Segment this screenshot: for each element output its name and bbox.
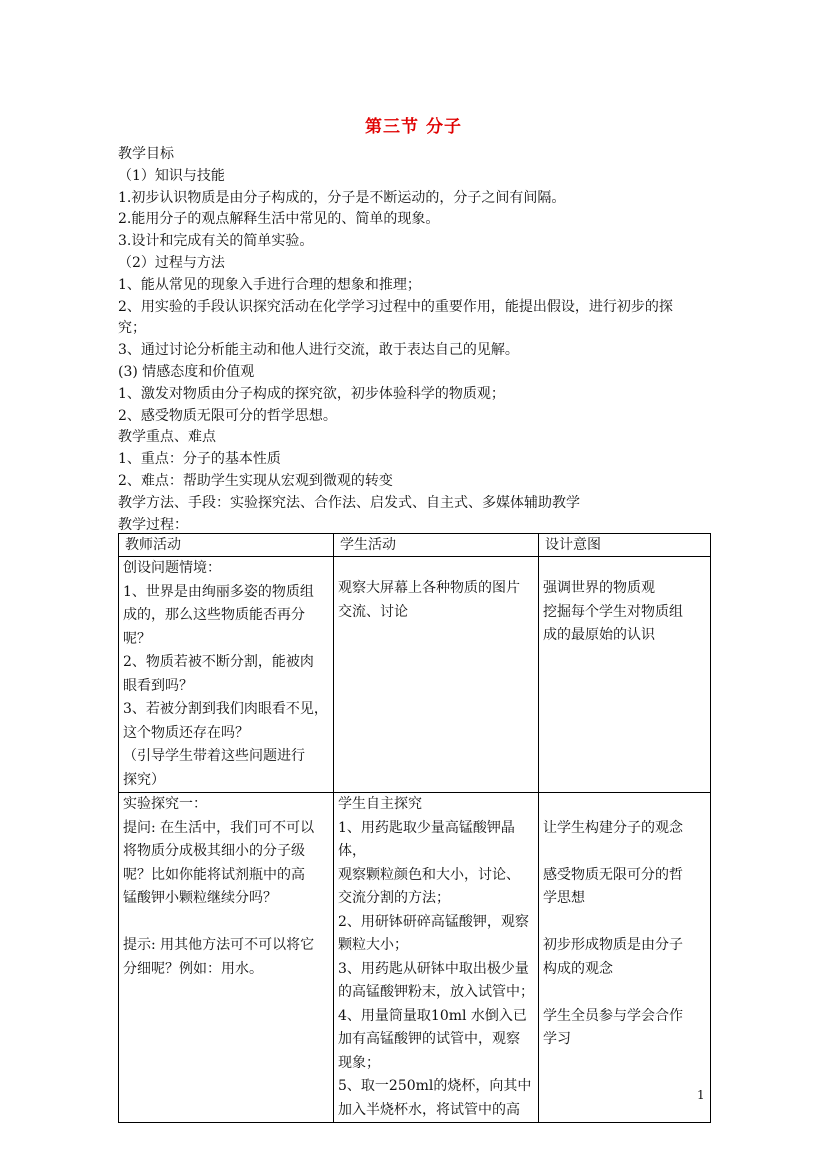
cell-text: 观察颗粒颜色和大小，讨论、 [338,866,520,883]
teacher-cell [119,557,334,793]
cell-text: 创设问题情境： [123,560,221,576]
cell-text: 探究） [123,771,165,788]
objective-item: 3.设计和完成有关的简单实验。 [118,233,314,250]
table-header-row [119,534,711,557]
student-cell [334,557,539,793]
cell-text: 3、用药匙从研钵中取出极少量 [338,960,529,977]
cell-text: 这个物质还存在吗？ [123,724,249,741]
cell-text: 挖掘每个学生对物质组 [543,603,683,620]
cell-text: 提问: 在生活中，我们可不可以 [123,819,315,836]
cell-text: 成的最原始的认识 [543,627,655,643]
table-row [119,557,711,793]
section-heading: 教学重点、难点 [118,429,216,446]
cell-text: 强调世界的物质观 [543,580,655,596]
process-heading: 教学过程： [118,516,188,533]
page-title: 第三节 分子 [365,117,462,137]
cell-text: 2、用研钵研碎高锰酸钾，观察 [338,913,529,930]
cell-text: 加入半烧杯水，将试管中的高 [338,1101,520,1118]
cell-text: 观察大屏幕上各种物质的图片 [338,580,520,596]
cell-text: 颗粒大小； [338,937,408,953]
student-cell [334,793,539,1123]
cell-text: 呢？ [123,630,151,647]
header-design-intent: 设计意图 [539,534,711,557]
teacher-cell [119,793,334,1123]
table-row [119,793,711,1123]
objective-item: 2、感受物质无限可分的哲学思想。 [118,407,337,424]
teaching-process-table [118,533,711,1123]
cell-text: 学习 [543,1031,571,1047]
cell-text: 初步形成物质是由分子 [543,937,683,953]
cell-text: 现象； [338,1054,380,1071]
cell-text: 分细呢？例如：用水。 [123,960,263,977]
cell-text: 1、用药匙取少量高锰酸钾晶体， [338,819,515,859]
objective-item: 1、能从常见的现象入手进行合理的想象和推理； [118,276,421,293]
objectives-section [118,144,718,536]
cell-text: 3、若被分割到我们肉眼看不见， [123,701,328,717]
cell-text: 2、物质若被不断分割，能被肉 [123,654,314,670]
cell-text: 1、世界是由绚丽多姿的物质组 [123,583,314,600]
objective-item: 3、通过讨论分析能主动和他人进行交流，敢于表达自己的见解。 [118,342,519,359]
cell-text: 锰酸钾小颗粒继续分吗？ [123,890,277,906]
cell-text: 成的，那么这些物质能否再分 [123,607,305,623]
cell-text: 实验探究一： [123,796,207,812]
subheading: （2）过程与方法 [118,254,225,271]
objective-item: 1、激发对物质由分子构成的探究欲，初步体验科学的物质观； [118,385,505,402]
objective-item: 2.能用分子的观点解释生活中常见的、简单的现象。 [118,211,440,228]
objective-item: 2、用实验的手段认识探究活动在化学学习过程中的重要作用，能提出假设，进行初步的探 [118,298,673,315]
intent-cell [539,557,711,793]
key-point: 2、难点：帮助学生实现从宏观到微观的转变 [118,472,393,489]
cell-text: 学生全员参与学会合作 [543,1007,683,1024]
page-number: 1 [697,1088,705,1102]
cell-text: 学生自主探究 [338,796,422,812]
header-student-activity: 学生活动 [334,534,539,557]
cell-text: 的高锰酸钾粉末，放入试管中； [338,984,534,1000]
key-point: 1、重点：分子的基本性质 [118,451,281,468]
cell-text: 提示: 用其他方法可不可以将它 [123,937,315,953]
cell-text: 感受物质无限可分的哲 [543,866,683,883]
cell-text: 4、用量筒量取10ml 水倒入已 [338,1007,527,1024]
cell-text: （引导学生带着这些问题进行 [123,748,305,764]
cell-text: 交流、讨论 [338,603,408,620]
methods-line: 教学方法、手段：实验探究法、合作法、启发式、自主式、多媒体辅助教学 [118,494,580,511]
cell-text: 呢？比如你能将试剂瓶中的高 [123,866,305,883]
cell-text: 让学生构建分子的观念 [543,819,683,836]
objective-item-continued: 究； [118,320,146,337]
subheading: （1）知识与技能 [118,167,225,184]
cell-text: 学思想 [543,890,585,906]
subheading: (3) 情感态度和价值观 [118,363,255,380]
cell-text: 加有高锰酸钾的试管中，观察 [338,1031,520,1047]
cell-text: 眼看到吗？ [123,677,193,694]
cell-text: 将物质分成极其细小的分子级 [123,843,305,859]
cell-text: 交流分割的方法； [338,890,450,906]
section-heading: 教学目标 [118,146,174,162]
cell-text: 5、取一250ml的烧杯，向其中 [338,1078,532,1094]
objective-item: 1.初步认识物质是由分子构成的，分子是不断运动的，分子之间有间隔。 [118,189,566,206]
header-teacher-activity: 教师活动 [119,534,334,557]
intent-cell [539,793,711,1123]
cell-text: 构成的观念 [543,960,613,977]
